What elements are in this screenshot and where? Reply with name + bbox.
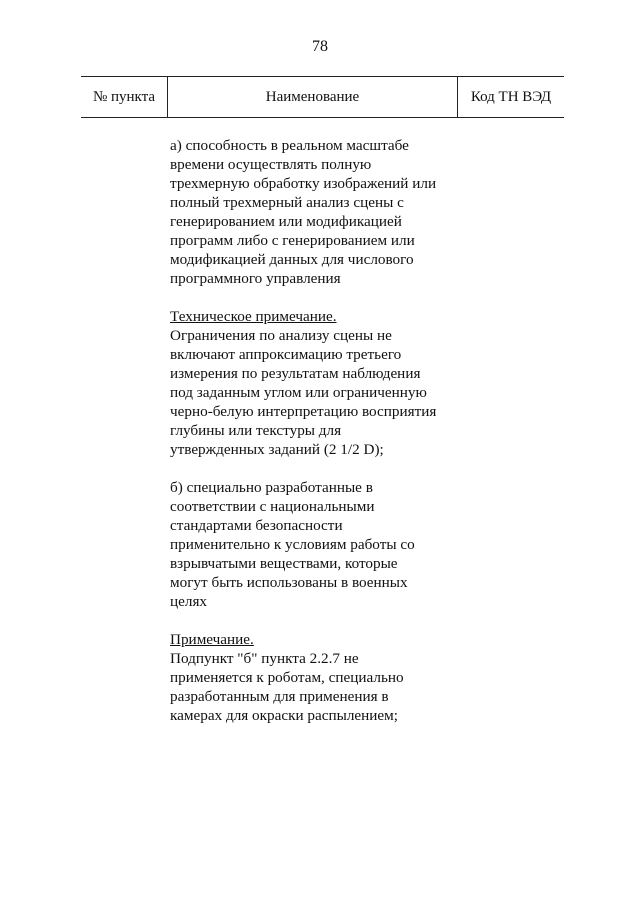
text-line: могут быть использованы в военных [170,574,408,591]
text-line: времени осуществлять полную [170,156,372,173]
text-line: модификацией данных для числового [170,251,414,268]
text-line: программного управления [170,270,341,287]
spacer [170,611,470,630]
text-line: измерения по результатам наблюдения [170,365,421,382]
text-line: применяется к роботам, специально [170,669,404,686]
document-body [170,136,470,725]
text-line: Ограничения по анализу сцены не [170,327,392,344]
spacer [170,459,470,478]
column-header-name: Наименование [167,77,458,117]
text-line: разработанным для применения в [170,688,389,705]
text-line: глубины или текстуры для [170,422,342,439]
text-line: камерах для окраски распылением; [170,707,398,724]
text-line: а) способность в реальном масштабе [170,137,409,154]
text-line: целях [170,593,208,610]
text-line: черно-белую интерпретацию восприятия [170,403,437,420]
column-header-number: № пункта [92,88,156,105]
note [170,630,470,725]
item-b [170,478,470,611]
spacer [170,288,470,307]
technical-note-heading: Техническое примечание. [170,308,337,325]
note-heading: Примечание. [170,631,254,648]
page-number: 78 [312,38,328,55]
text-line: взрывчатыми веществами, которые [170,555,398,572]
table-header [81,76,564,118]
text-line: под заданным углом или ограниченную [170,384,427,401]
technical-note [170,307,470,459]
item-a [170,136,470,288]
text-line: генерированием или модификацией [170,213,402,230]
text-line: полный трехмерный анализ сцены с [170,194,404,211]
text-line: соответствии с национальными [170,498,375,515]
text-line: Подпункт "б" пункта 2.2.7 не [170,650,359,667]
text-line: б) специально разработанные в [170,479,373,496]
text-line: применительно к условиям работы со [170,536,415,553]
text-line: включают аппроксимацию третьего [170,346,402,363]
text-line: трехмерную обработку изображений или [170,175,437,192]
text-line: стандартами безопасности [170,517,343,534]
text-line: утвержденных заданий (2 1/2 D); [170,441,384,458]
text-line: программ либо с генерированием или [170,232,415,249]
column-header-code: Код ТН ВЭД [470,88,552,105]
